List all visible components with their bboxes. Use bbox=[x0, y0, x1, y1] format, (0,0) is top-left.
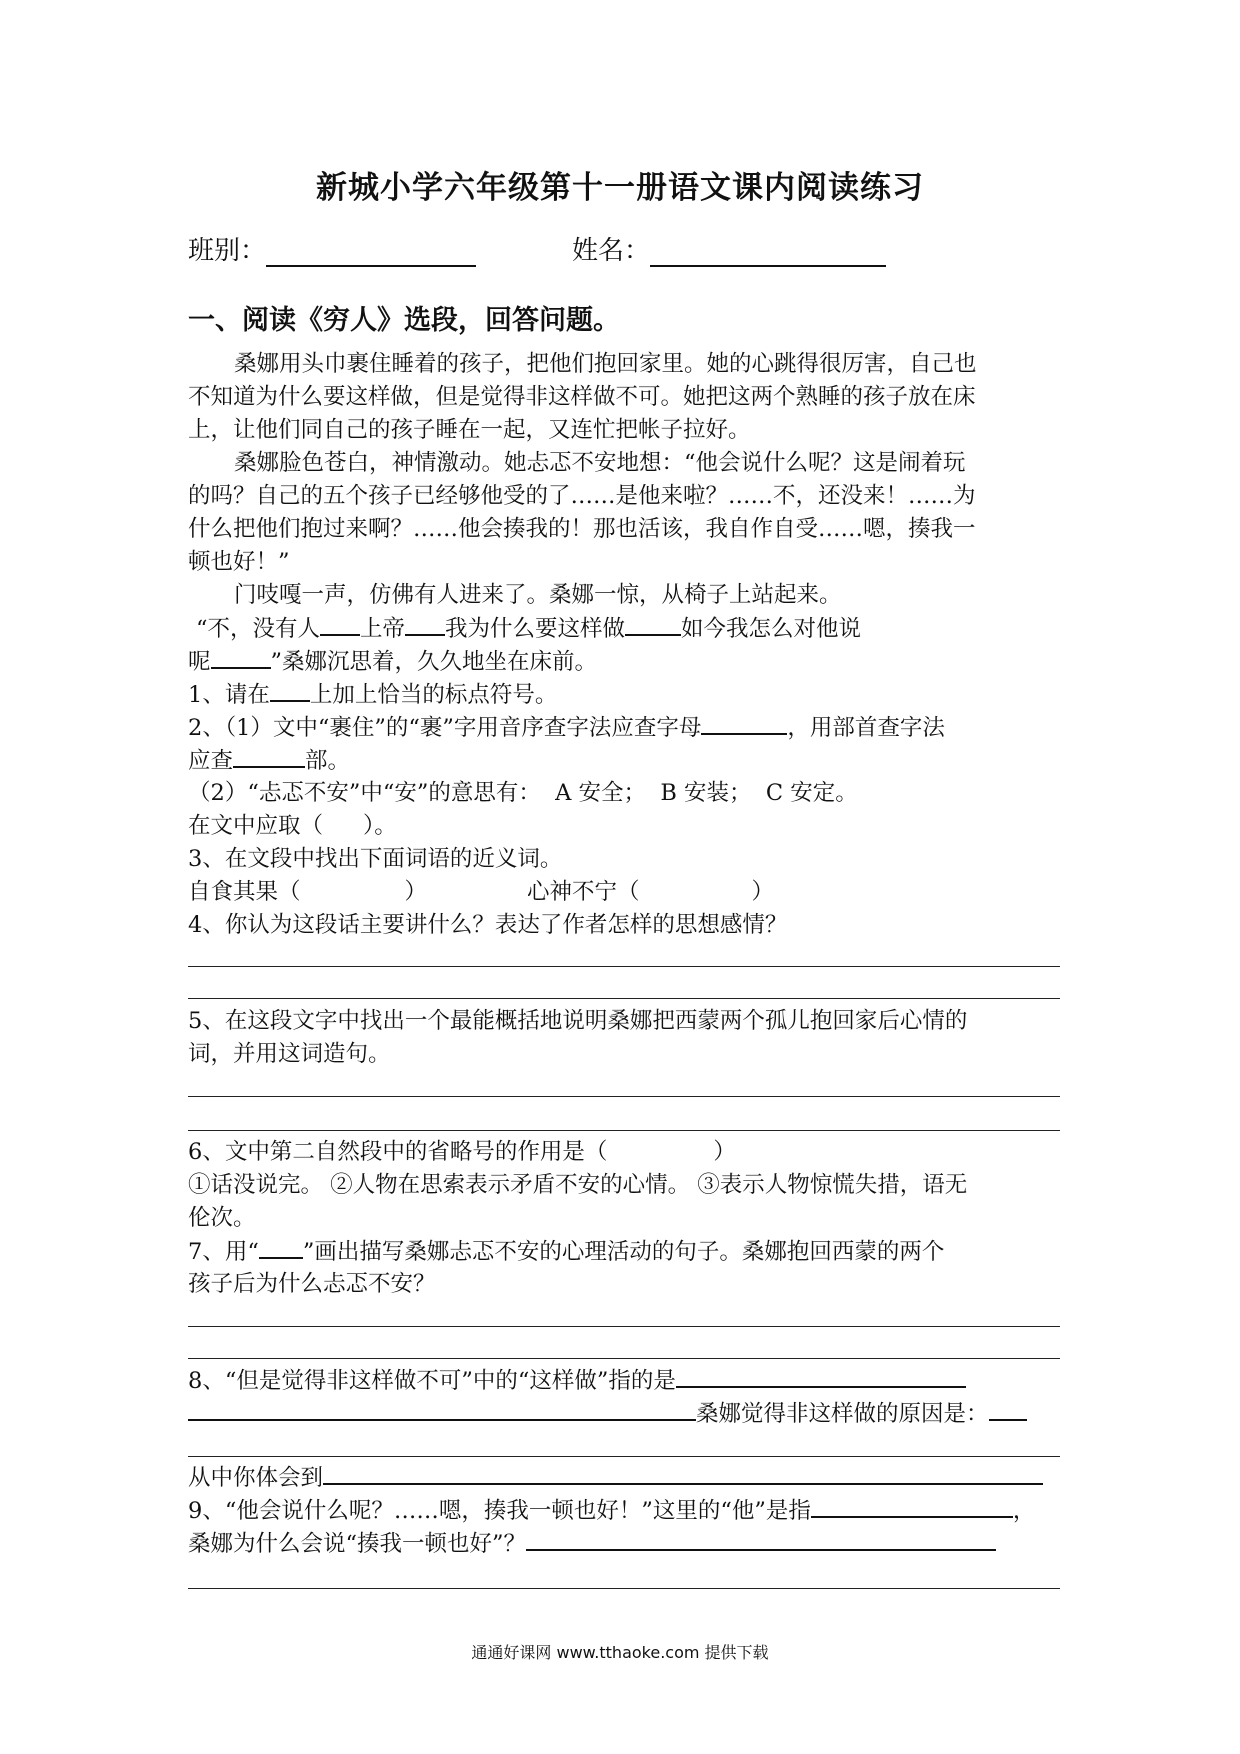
question-8: 8、“但是觉得非这样做不可”中的“这样做”指的是 bbox=[188, 1364, 1058, 1398]
answer-blank[interactable] bbox=[188, 1397, 696, 1421]
worksheet-title: 新城小学六年级第十一册语文课内阅读练习 bbox=[316, 170, 924, 206]
passage-line: 桑娜脸色苍白，神情激动。她忐忑不安地想：“他会说什么呢？这是闹着玩 bbox=[234, 450, 966, 476]
question-2: 2、（1）文中“裹住”的“裹”字用音序查字法应查字母 ，用部首查字法 bbox=[188, 711, 1058, 745]
option-a: A 安全； bbox=[555, 780, 647, 806]
answer-line[interactable] bbox=[188, 1096, 1060, 1097]
passage-line: 什么把他们抱过来啊？……他会揍我的！那也活该，我自作自受……嗯，揍我一 bbox=[188, 516, 976, 542]
answer-line[interactable] bbox=[188, 998, 1060, 999]
answer-line[interactable] bbox=[188, 1358, 1060, 1359]
class-field bbox=[188, 230, 476, 267]
passage-line: 桑娜用头巾裹住睡着的孩子，把他们抱回家里。她的心跳得很厉害，自己也 bbox=[234, 351, 977, 377]
name-blank[interactable] bbox=[650, 235, 886, 267]
question-2-cont: 应查 部。 bbox=[188, 744, 1058, 778]
name-label: 姓名： bbox=[572, 236, 651, 266]
name-field bbox=[572, 230, 886, 267]
answer-line[interactable] bbox=[188, 966, 1060, 967]
question-2-answer: 在文中应取（ ）。 bbox=[188, 813, 397, 839]
question-1: 1、请在 上加上恰当的标点符号。 bbox=[188, 678, 1058, 712]
answer-blank[interactable] bbox=[323, 1461, 1043, 1485]
option-c: C 安定。 bbox=[765, 780, 858, 806]
passage-line-blanks: 呢 ”桑娜沉思着，久久地坐在床前。 bbox=[188, 645, 1058, 679]
question-7-cont: 孩子后为什么忐忑不安？ bbox=[188, 1271, 436, 1297]
sample-blank bbox=[270, 678, 310, 702]
letter-blank[interactable] bbox=[701, 711, 787, 735]
question-4: 4、你认为这段话主要讲什么？表达了作者怎样的思想感情？ bbox=[188, 912, 788, 938]
passage-line: 门吱嘎一声，仿佛有人进来了。桑娜一惊，从椅子上站起来。 bbox=[234, 582, 842, 608]
answer-line[interactable] bbox=[188, 1456, 1060, 1457]
question-5: 5、在这段文字中找出一个最能概括地说明桑娜把西蒙两个孤儿抱回家后心情的 bbox=[188, 1008, 968, 1034]
question-6-options-cont: 伦次。 bbox=[188, 1205, 256, 1231]
passage-line: 顿也好！” bbox=[188, 549, 290, 575]
passage-line: 不知道为什么要这样做，但是觉得非这样做不可。她把这两个熟睡的孩子放在床 bbox=[188, 384, 976, 410]
question-2-part-2: （2）“忐忑不安”中“安”的意思有： A 安全； B 安装； C 安定。 bbox=[188, 780, 858, 806]
answer-blank[interactable] bbox=[676, 1364, 966, 1388]
radical-blank[interactable] bbox=[233, 744, 305, 768]
punctuation-blank[interactable] bbox=[320, 612, 360, 636]
answer-line[interactable] bbox=[188, 1326, 1060, 1327]
passage-line: 上，让他们同自己的孩子睡在一起，又连忙把帐子拉好。 bbox=[188, 417, 751, 443]
question-8-feel: 从中你体会到 bbox=[188, 1461, 1058, 1495]
question-6-options: ①话没说完。 ②人物在思索表示矛盾不安的心情。 ③表示人物惊慌失措，语无 bbox=[188, 1172, 968, 1198]
answer-blank[interactable] bbox=[526, 1527, 996, 1551]
section-heading: 一、阅读《穷人》选段，回答问题。 bbox=[188, 305, 620, 336]
question-3-words: 自食其果（ ） 心神不宁（ ） bbox=[188, 879, 775, 905]
question-5-cont: 词，并用这词造句。 bbox=[188, 1041, 391, 1067]
punctuation-blank[interactable] bbox=[405, 612, 445, 636]
question-6: 6、文中第二自然段中的省略号的作用是（ ） bbox=[188, 1139, 736, 1165]
answer-line[interactable] bbox=[188, 1130, 1060, 1131]
passage-line-blanks: “不，没有人 上帝 我为什么要这样做 如今我怎么对他说 bbox=[196, 612, 1066, 646]
punctuation-blank[interactable] bbox=[625, 612, 681, 636]
question-8-cont: 桑娜觉得非这样做的原因是： bbox=[188, 1397, 1058, 1431]
answer-blank[interactable] bbox=[811, 1494, 1013, 1518]
answer-line[interactable] bbox=[188, 1588, 1060, 1589]
question-9-cont: 桑娜为什么会说“揍我一顿也好”？ bbox=[188, 1527, 1058, 1561]
answer-blank[interactable] bbox=[989, 1397, 1027, 1421]
underline-sample bbox=[259, 1235, 303, 1259]
option-b: B 安装； bbox=[660, 780, 752, 806]
class-blank[interactable] bbox=[266, 235, 476, 267]
footer-credit: 通通好课网 www.tthaoke.com 提供下载 bbox=[471, 1643, 769, 1662]
passage-line: 的吗？自己的五个孩子已经够他受的了……是他来啦？……不，还没来！……为 bbox=[188, 483, 976, 509]
class-label: 班别： bbox=[188, 236, 267, 266]
question-9: 9、“他会说什么呢？……嗯，揍我一顿也好！”这里的“他”是指 ， bbox=[188, 1494, 1058, 1528]
punctuation-blank[interactable] bbox=[211, 645, 271, 669]
question-7: 7、用“ ”画出描写桑娜忐忑不安的心理活动的句子。桑娜抱回西蒙的两个 bbox=[188, 1235, 1058, 1269]
question-3: 3、在文段中找出下面词语的近义词。 bbox=[188, 846, 563, 872]
